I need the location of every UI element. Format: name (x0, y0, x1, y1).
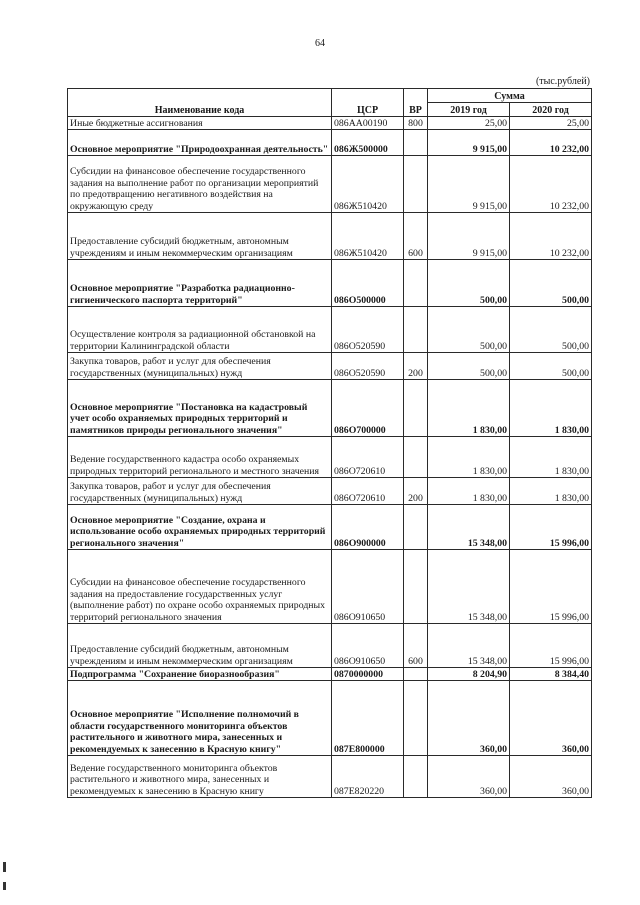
row-vr-cell (404, 505, 428, 550)
row-2019-cell: 1 830,00 (428, 437, 510, 478)
row-2020-cell: 360,00 (510, 756, 592, 798)
header-2019: 2019 год (428, 103, 510, 117)
row-2020-cell: 10 232,00 (510, 213, 592, 260)
row-2019-cell: 8 204,90 (428, 668, 510, 681)
row-2019-cell: 9 915,00 (428, 130, 510, 156)
table-row (68, 213, 592, 260)
table-row (68, 130, 592, 156)
row-2020-cell: 15 996,00 (510, 624, 592, 668)
row-csr-cell: 086Ж510420 (332, 156, 404, 213)
row-2020-cell: 360,00 (510, 681, 592, 756)
row-2019-cell: 500,00 (428, 307, 510, 353)
row-name-cell: Ведение государственного кадастра особо охраняемых природных территорий регионального и местного значения (68, 437, 332, 478)
table-row (68, 756, 592, 798)
row-csr-cell: 086О520590 (332, 307, 404, 353)
table-row (68, 353, 592, 380)
row-2019-cell: 15 348,00 (428, 550, 510, 624)
table-row (68, 624, 592, 668)
row-2019-cell: 1 830,00 (428, 478, 510, 505)
row-name-cell: Основное мероприятие "Разработка радиационно-гигиенического паспорта территорий" (68, 260, 332, 307)
row-2020-cell: 500,00 (510, 307, 592, 353)
table-row (68, 668, 592, 681)
row-csr-cell: 0870000000 (332, 668, 404, 681)
table-row (68, 156, 592, 213)
header-sum: Сумма (428, 89, 592, 103)
table-row (68, 437, 592, 478)
row-name-cell: Закупка товаров, работ и услуг для обеспечения государственных (муниципальных) нужд (68, 353, 332, 380)
table-row (68, 260, 592, 307)
row-csr-cell: 086О900000 (332, 505, 404, 550)
row-2019-cell: 360,00 (428, 681, 510, 756)
row-csr-cell: 087Е800000 (332, 681, 404, 756)
row-csr-cell: 086АА00190 (332, 117, 404, 130)
row-name-cell: Закупка товаров, работ и услуг для обеспечения государственных (муниципальных) нужд (68, 478, 332, 505)
row-2019-cell: 15 348,00 (428, 624, 510, 668)
budget-table (67, 88, 592, 798)
row-2019-cell: 1 830,00 (428, 380, 510, 437)
row-2019-cell: 500,00 (428, 260, 510, 307)
page-number: 64 (315, 38, 325, 49)
row-2020-cell: 25,00 (510, 117, 592, 130)
row-name-cell: Предоставление субсидий бюджетным, автономным учреждениям и иным некоммерческим организациям (68, 624, 332, 668)
row-name-cell: Основное мероприятие "Природоохранная деятельность" (68, 130, 332, 156)
row-csr-cell: 086О520590 (332, 353, 404, 380)
row-csr-cell: 086О720610 (332, 437, 404, 478)
header-vr: ВР (404, 89, 428, 117)
row-csr-cell: 086О910650 (332, 624, 404, 668)
row-csr-cell: 086Ж510420 (332, 213, 404, 260)
table-row (68, 307, 592, 353)
row-vr-cell: 200 (404, 353, 428, 380)
table-row (68, 478, 592, 505)
row-2019-cell: 15 348,00 (428, 505, 510, 550)
row-name-cell: Субсидии на финансовое обеспечение государственного задания на предоставление государственных услуг (выполнение работ) по охране особо охраняемых природных территорий регионального значения (68, 550, 332, 624)
row-name-cell: Основное мероприятие "Создание, охрана и использование особо охраняемых природных территорий регионального значения" (68, 505, 332, 550)
row-2020-cell: 1 830,00 (510, 380, 592, 437)
row-2020-cell: 15 996,00 (510, 550, 592, 624)
row-2020-cell: 500,00 (510, 260, 592, 307)
row-vr-cell (404, 156, 428, 213)
row-name-cell: Осуществление контроля за радиационной обстановкой на территории Калининградской области (68, 307, 332, 353)
row-2020-cell: 1 830,00 (510, 437, 592, 478)
row-vr-cell (404, 380, 428, 437)
row-vr-cell (404, 130, 428, 156)
row-2019-cell: 9 915,00 (428, 213, 510, 260)
table-body (68, 117, 592, 798)
header-2020: 2020 год (510, 103, 592, 117)
row-2020-cell: 10 232,00 (510, 130, 592, 156)
row-csr-cell: 086О720610 (332, 478, 404, 505)
row-name-cell: Основное мероприятие "Исполнение полномочий в области государственного мониторинга объектов растительного и животного мира, занесенных и рекомендуемых к занесению в Красную книгу" (68, 681, 332, 756)
row-csr-cell: 086О910650 (332, 550, 404, 624)
row-vr-cell: 800 (404, 117, 428, 130)
row-2019-cell: 9 915,00 (428, 156, 510, 213)
row-2020-cell: 1 830,00 (510, 478, 592, 505)
row-name-cell: Субсидии на финансовое обеспечение государственного задания на выполнение работ по организации мероприятий по предотвращению негативного воздействия на окружающую среду (68, 156, 332, 213)
scan-edge-mark (3, 882, 6, 890)
row-vr-cell: 600 (404, 213, 428, 260)
table-row (68, 380, 592, 437)
scan-edge-mark (3, 862, 6, 872)
row-vr-cell (404, 260, 428, 307)
row-vr-cell (404, 437, 428, 478)
header-row-top (68, 89, 592, 103)
row-vr-cell (404, 681, 428, 756)
table-row (68, 681, 592, 756)
row-name-cell: Подпрограмма "Сохранение биоразнообразия" (68, 668, 332, 681)
row-vr-cell (404, 550, 428, 624)
units-label: (тыс.рублей) (535, 76, 590, 87)
row-csr-cell: 086О500000 (332, 260, 404, 307)
row-name-cell: Основное мероприятие "Постановка на кадастровый учет особо охраняемых природных территорий и памятников природы регионального значения" (68, 380, 332, 437)
row-2019-cell: 25,00 (428, 117, 510, 130)
row-name-cell: Иные бюджетные ассигнования (68, 117, 332, 130)
row-2020-cell: 500,00 (510, 353, 592, 380)
row-csr-cell: 087Е820220 (332, 756, 404, 798)
row-name-cell: Ведение государственного мониторинга объектов растительного и животного мира, занесенных и рекомендуемых к занесению в Красную книгу (68, 756, 332, 798)
row-vr-cell (404, 756, 428, 798)
row-vr-cell: 200 (404, 478, 428, 505)
row-vr-cell (404, 668, 428, 681)
table-row (68, 117, 592, 130)
row-csr-cell: 086О700000 (332, 380, 404, 437)
table-row (68, 505, 592, 550)
row-vr-cell (404, 307, 428, 353)
row-2020-cell: 10 232,00 (510, 156, 592, 213)
row-vr-cell: 600 (404, 624, 428, 668)
header-name: Наименование кода (68, 89, 332, 117)
row-2019-cell: 500,00 (428, 353, 510, 380)
row-2020-cell: 15 996,00 (510, 505, 592, 550)
row-2020-cell: 8 384,40 (510, 668, 592, 681)
row-name-cell: Предоставление субсидий бюджетным, автономным учреждениям и иным некоммерческим организациям (68, 213, 332, 260)
row-2019-cell: 360,00 (428, 756, 510, 798)
header-csr: ЦСР (332, 89, 404, 117)
row-csr-cell: 086Ж500000 (332, 130, 404, 156)
table-row (68, 550, 592, 624)
